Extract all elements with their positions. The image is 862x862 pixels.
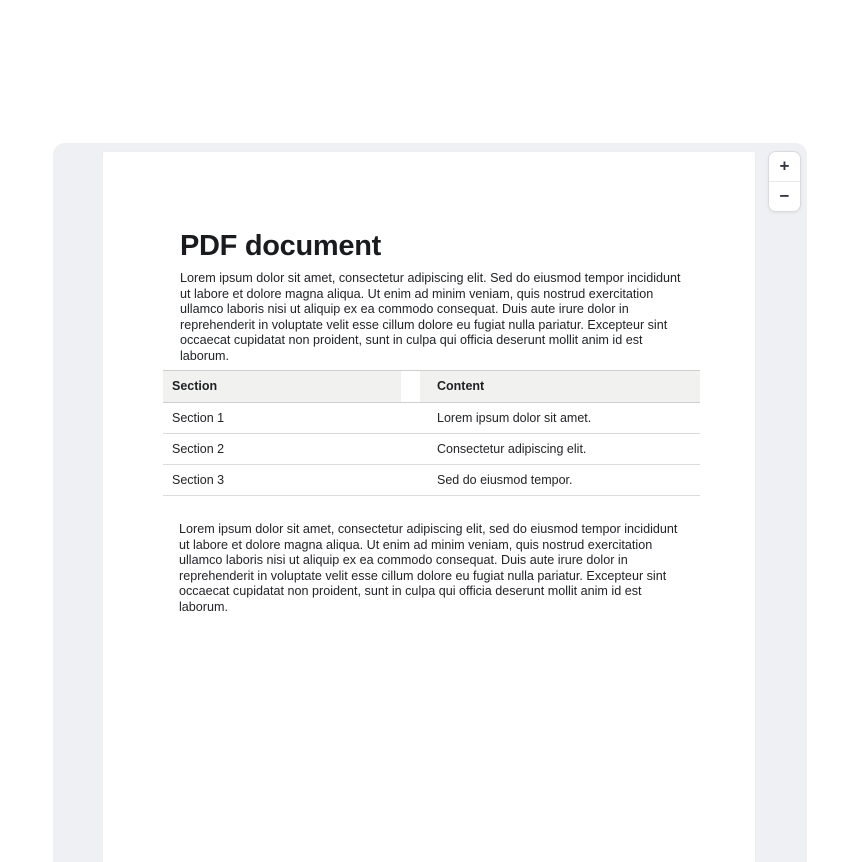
table-header-section: Section xyxy=(163,371,401,402)
table-cell-content: Sed do eiusmod tempor. xyxy=(437,473,573,487)
table-cell-section: Section 2 xyxy=(172,442,225,456)
zoom-controls xyxy=(768,151,801,212)
zoom-out-button[interactable] xyxy=(769,182,800,211)
table-cell-content: Lorem ipsum dolor sit amet. xyxy=(437,411,592,425)
pdf-viewer-panel xyxy=(53,143,807,862)
table-row xyxy=(163,465,700,496)
document-table xyxy=(163,370,700,496)
table-header-row xyxy=(163,371,700,403)
table-header-content: Content xyxy=(420,371,700,402)
table-row xyxy=(163,403,700,434)
minus-icon: − xyxy=(779,186,790,206)
document-title: PDF document xyxy=(180,230,382,262)
plus-icon: + xyxy=(779,156,790,176)
pdf-page xyxy=(103,152,755,862)
document-paragraph-2: Lorem ipsum dolor sit amet, consectetur adipiscing elit, sed do eiusmod tempor incididunt ut labore et dolore magna aliqua. Ut enim ad minim veniam, quis nostrud exercitation ullamco laboris nisi ut aliquip ex ea commodo consequat. Duis aute irure dolor in reprehenderit in voluptate velit esse cillum dolore eu fugiat nulla pariatur. Excepteur sint occaecat cupidatat non proident, sunt in culpa qui officia deserunt mollit anim id est laborum. xyxy=(179,522,678,614)
table-row xyxy=(163,434,700,465)
zoom-in-button[interactable] xyxy=(769,152,800,182)
table-cell-section: Section 3 xyxy=(172,473,225,487)
table-cell-content: Consectetur adipiscing elit. xyxy=(437,442,587,456)
document-paragraph-1: Lorem ipsum dolor sit amet, consectetur adipiscing elit. Sed do eiusmod tempor incididunt ut labore et dolore magna aliqua. Ut enim ad minim veniam, quis nostrud exercitation ullamco laboris nisi ut aliquip ex ea commodo consequat. Duis aute irure dolor in reprehenderit in voluptate velit esse cillum dolore eu fugiat nulla pariatur. Excepteur sint occaecat cupidatat non proident, sunt in culpa qui officia deserunt mollit anim id est laborum. xyxy=(180,271,681,363)
table-cell-section: Section 1 xyxy=(172,411,225,425)
